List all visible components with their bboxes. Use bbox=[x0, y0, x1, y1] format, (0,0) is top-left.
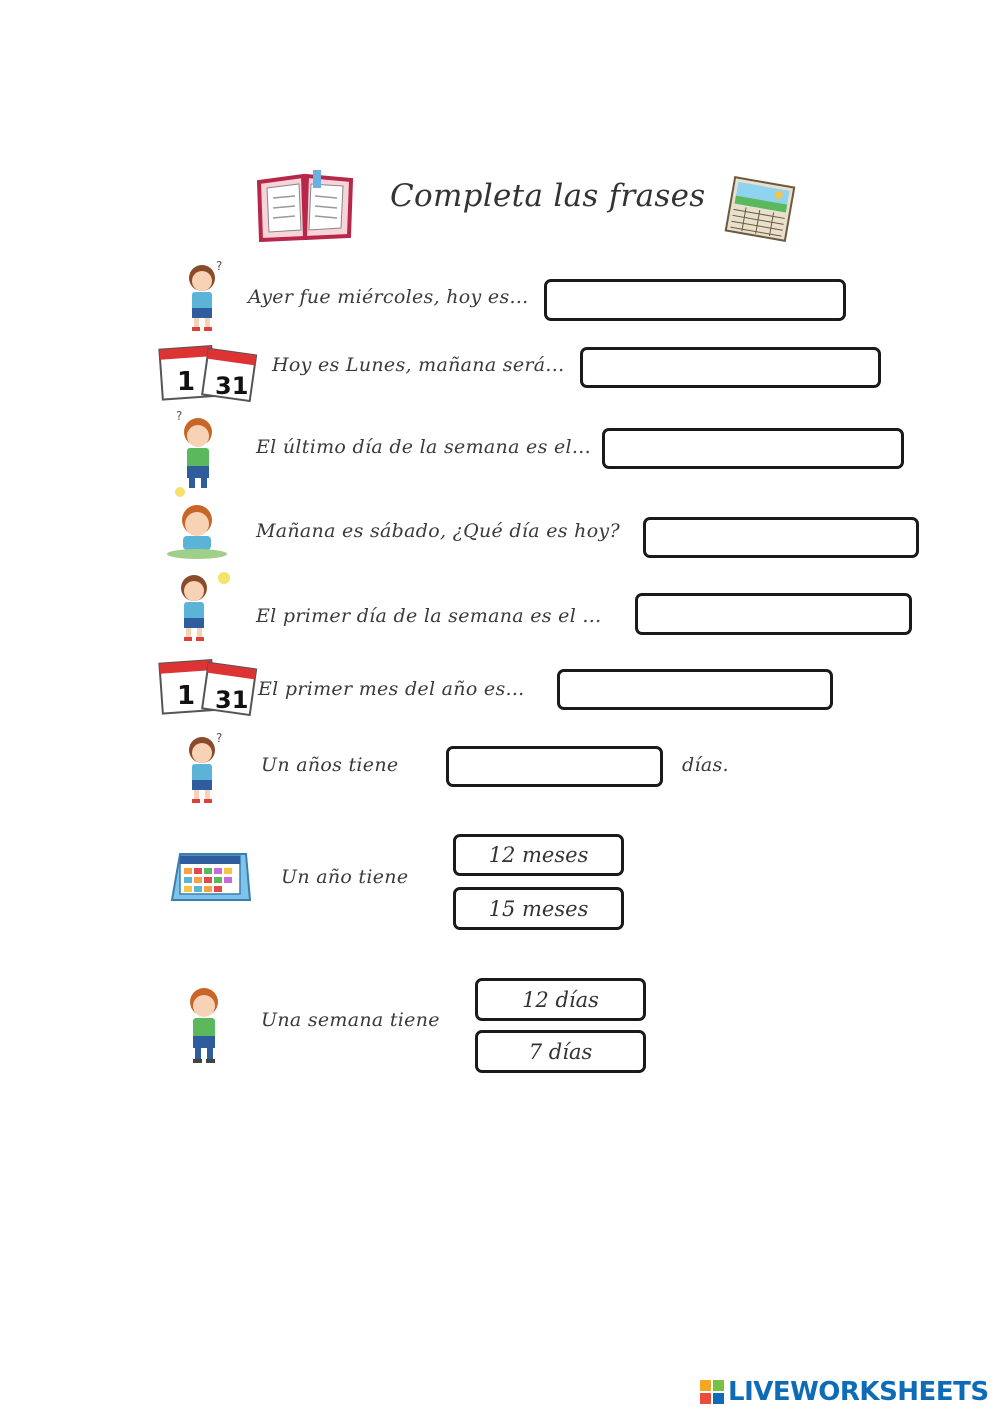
open-book-icon bbox=[255, 168, 355, 242]
question-prompt: Un año tiene bbox=[281, 866, 409, 888]
answer-input[interactable] bbox=[446, 746, 663, 787]
answer-input[interactable] bbox=[544, 279, 846, 321]
calendar-number: 31 bbox=[215, 372, 249, 400]
option-button[interactable]: 7 días bbox=[475, 1030, 646, 1073]
calendar-number: 31 bbox=[215, 686, 249, 714]
boy-thinking-icon bbox=[178, 984, 230, 1066]
answer-input[interactable] bbox=[635, 593, 912, 635]
question-prompt: El último día de la semana es el... bbox=[256, 436, 591, 458]
question-prompt: El primer mes del año es... bbox=[258, 678, 525, 700]
question-prompt: El primer día de la semana es el ... bbox=[256, 605, 602, 627]
desk-calendar-icon bbox=[155, 652, 260, 718]
girl-thinking-icon bbox=[166, 568, 236, 642]
question-prompt: Hoy es Lunes, mañana será... bbox=[272, 354, 565, 376]
question-prompt: Mañana es sábado, ¿Qué día es hoy? bbox=[256, 520, 620, 542]
question-prompt: Ayer fue miércoles, hoy es... bbox=[248, 286, 529, 308]
answer-input[interactable] bbox=[580, 347, 881, 388]
answer-input[interactable] bbox=[602, 428, 904, 469]
girl-thinking-icon bbox=[180, 730, 230, 806]
boy-thinking-icon bbox=[170, 406, 222, 498]
option-button[interactable]: 12 meses bbox=[453, 834, 624, 876]
svg-text:?: ? bbox=[216, 731, 223, 745]
option-button[interactable]: 12 días bbox=[475, 978, 646, 1021]
liveworksheets-logo-icon bbox=[700, 1380, 724, 1404]
question-prompt: Una semana tiene bbox=[261, 1009, 440, 1031]
calendar-number: 1 bbox=[177, 367, 196, 397]
calendar-number: 1 bbox=[177, 681, 196, 711]
desk-calendar-icon bbox=[155, 338, 260, 404]
boy-thinking-icon bbox=[163, 500, 229, 560]
desk-calendar-icon bbox=[166, 848, 252, 904]
question-suffix: días. bbox=[682, 754, 729, 776]
brand-logo bbox=[700, 1377, 989, 1407]
page-title: Completa las frases bbox=[390, 178, 706, 214]
calendar-page-icon bbox=[722, 176, 798, 242]
question-prompt: Un años tiene bbox=[261, 754, 399, 776]
girl-thinking-icon bbox=[178, 258, 228, 332]
svg-text:?: ? bbox=[216, 259, 223, 273]
svg-text:?: ? bbox=[176, 409, 183, 423]
brand-name: LIVEWORKSHEETS bbox=[728, 1377, 989, 1407]
answer-input[interactable] bbox=[557, 669, 833, 710]
option-button[interactable]: 15 meses bbox=[453, 887, 624, 930]
answer-input[interactable] bbox=[643, 517, 919, 558]
